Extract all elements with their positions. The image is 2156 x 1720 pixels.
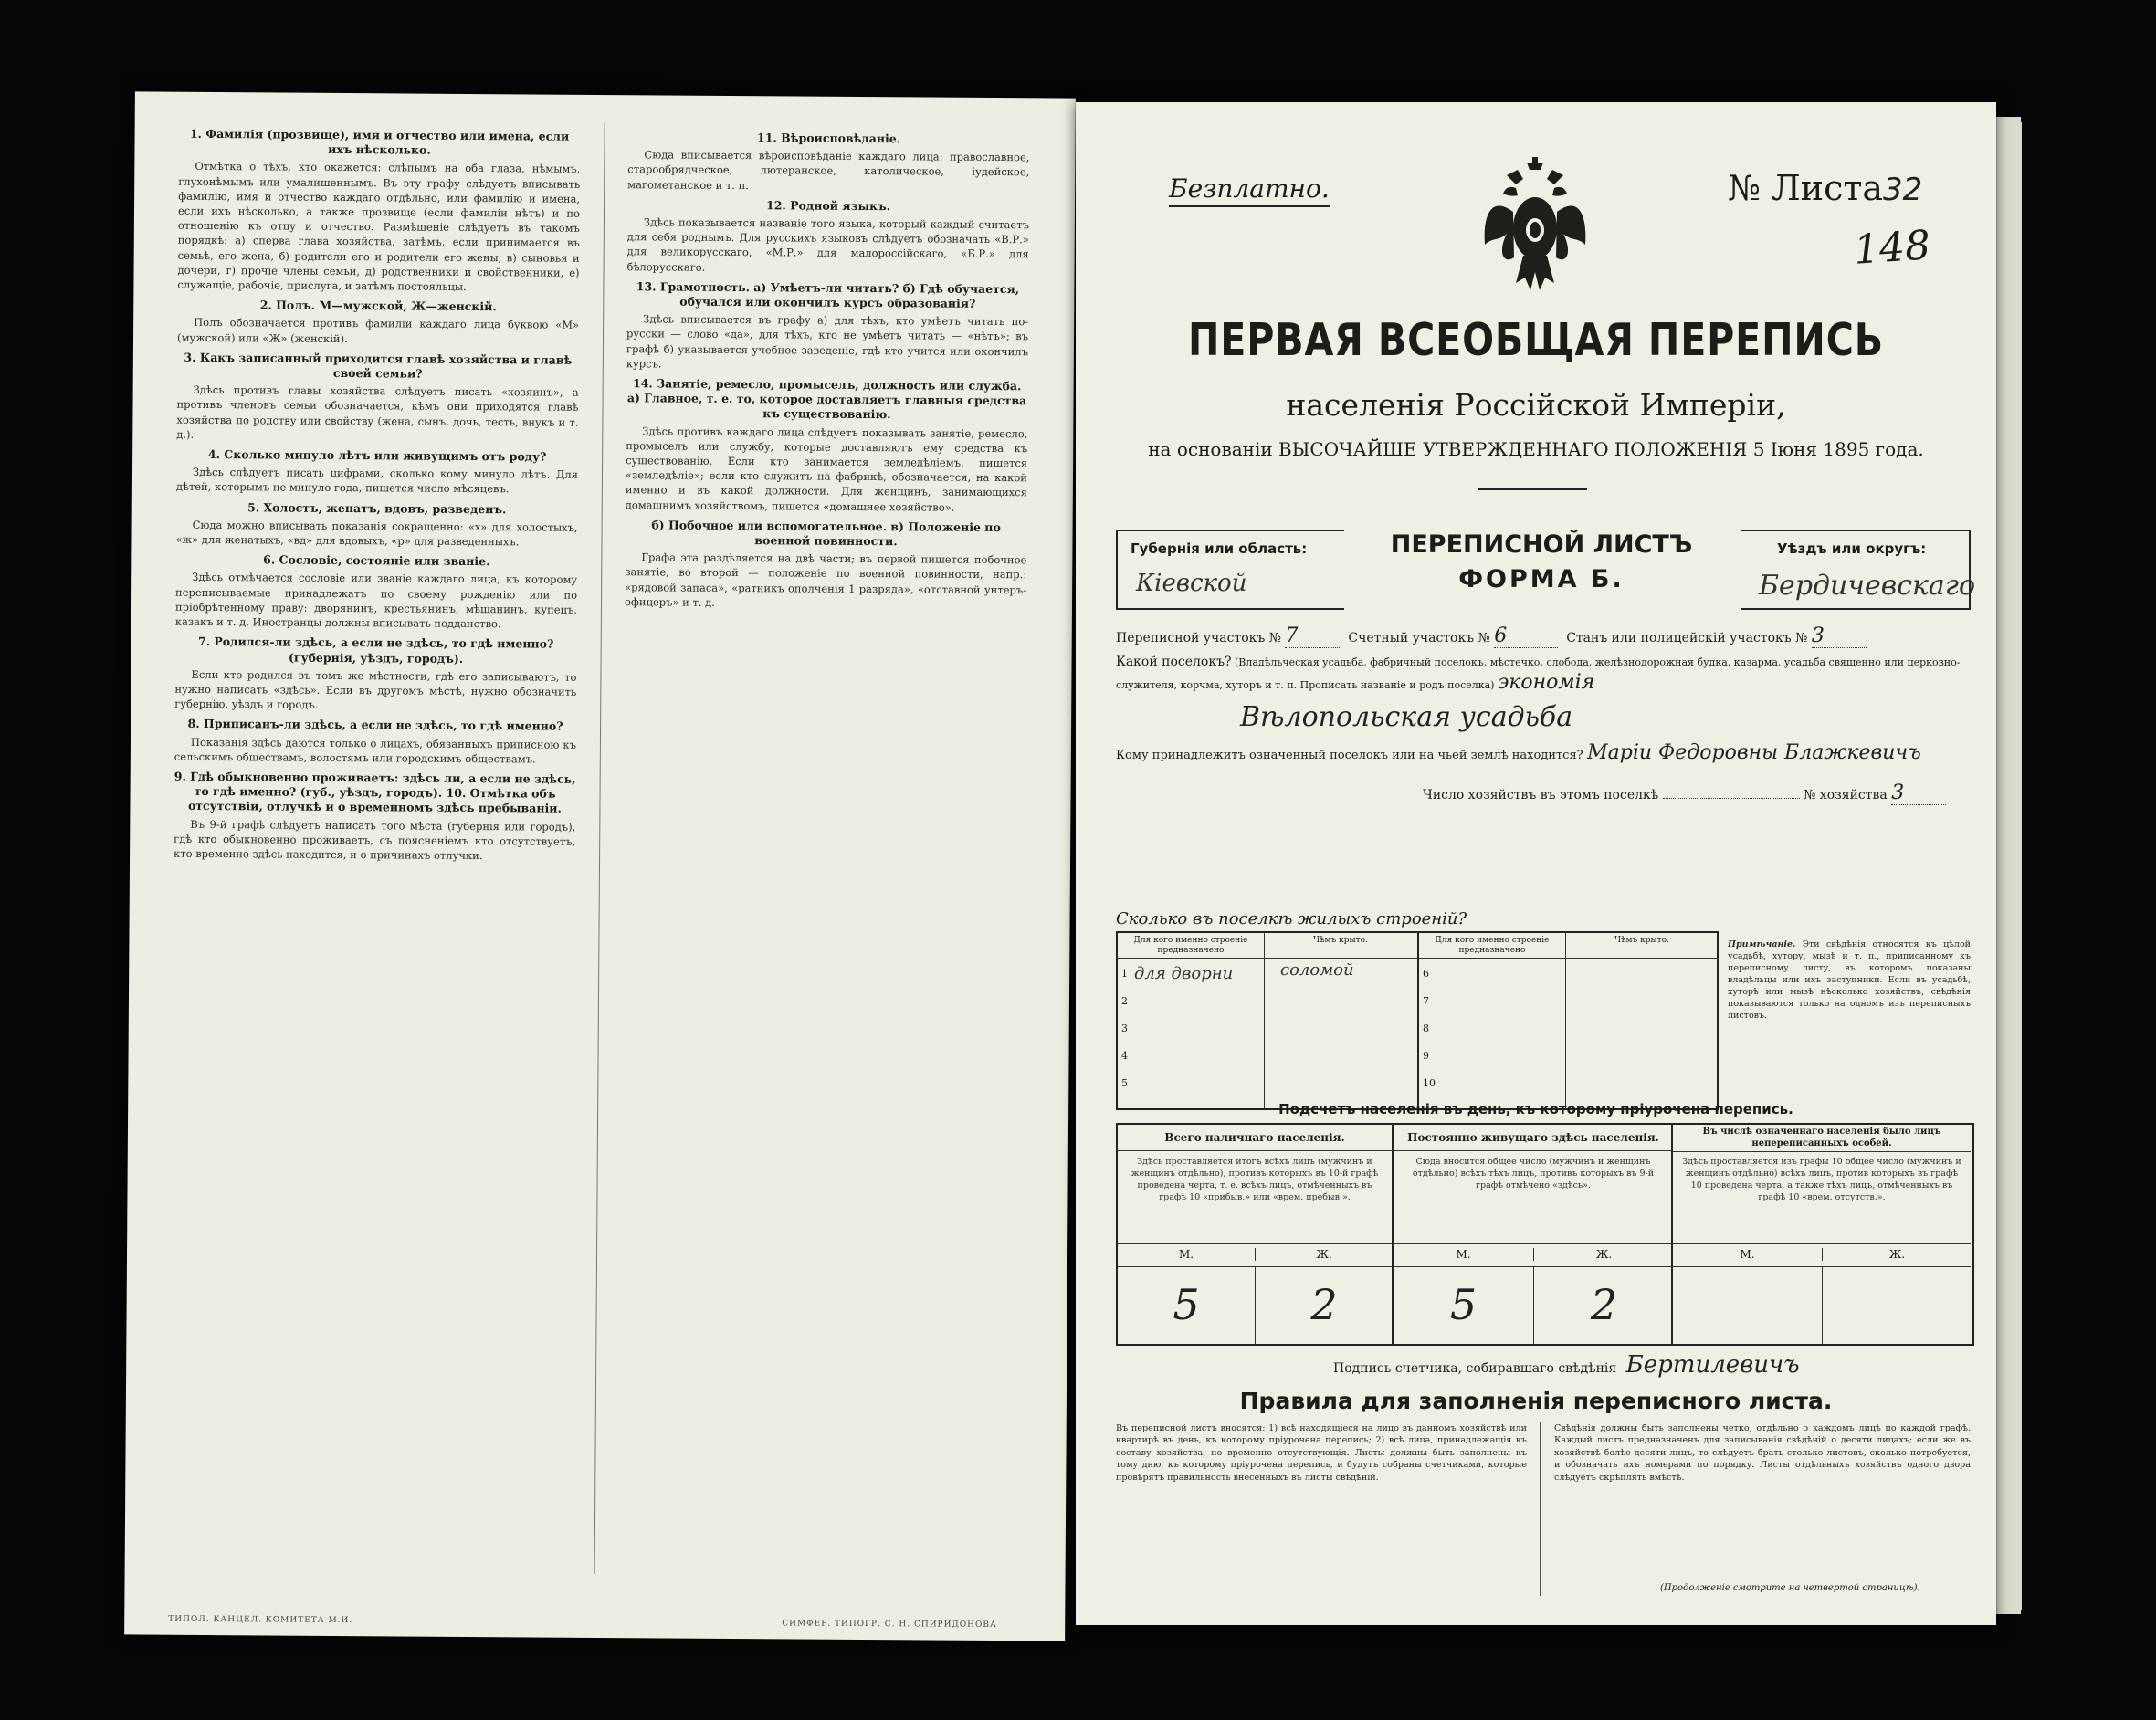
count-district-label: Счетный участокъ № (1348, 631, 1490, 645)
instruction-heading: 11. Вѣроисповѣданіе. (757, 131, 901, 146)
buildings-row-number: 9 (1423, 1050, 1429, 1062)
population-values (1118, 1267, 1392, 1344)
sheet-number-value: 32 (1883, 172, 1923, 208)
form-title-text: ПЕРЕПИСНОЙ ЛИСТЪ (1390, 530, 1693, 559)
buildings-table (1116, 931, 1719, 1110)
male-count: 5 (1449, 1280, 1478, 1329)
census-district-value: 7 (1285, 624, 1340, 648)
instruction-text: Здѣсь противъ каждаго лица слѣдуетъ показывать занятіе, ремесло, промыселъ или службу, которые доставляютъ ему средства къ существованію. Если кто занимается земледѣліемъ, пишется «земледѣліе»; если кто служитъ на фабрикѣ, обозначается, на какой именно и въ какой должности. Для женщинъ, занимающихся домашнимъ хозяйствомъ, пишется «домашнее хозяйство». (625, 424, 1028, 514)
mf-header (1118, 1243, 1392, 1267)
population-col-desc: Сюда вносится общее число (мужчинъ и женщинъ отдѣльно) всѣхъ тѣхъ лицъ, противъ которыхъ въ 9-й графѣ отмѣчено «здѣсь». (1412, 1157, 1655, 1190)
instruction-heading: 7. Родился-ли здѣсь, а если не здѣсь, то гдѣ именно? (губернія, уѣздъ, городъ). (197, 635, 554, 666)
population-table (1116, 1123, 1974, 1346)
male-count: 5 (1173, 1280, 1200, 1329)
page-stack (1996, 117, 2021, 1614)
sheet-number (1728, 168, 1922, 208)
note-title: Примѣчаніе. (1728, 939, 1796, 949)
uezd-label: Уѣздъ или округъ: (1777, 540, 1927, 557)
instruction-heading: б) Побочное или вспомогательное. в) Положеніе по военной повинности. (651, 518, 1001, 549)
mf-header (1394, 1243, 1673, 1267)
instruction-heading: 8. Приписанъ-ли здѣсь, а если не здѣсь, то гдѣ именно? (187, 717, 563, 734)
uezd-box (1741, 530, 1976, 610)
instruction-heading: 2. Полъ. М—мужской, Ж—женскій. (259, 298, 497, 314)
buildings-row-number: 7 (1423, 995, 1429, 1007)
sheet-number-label: № Листа (1728, 168, 1884, 208)
instruction-text: Сюда можно вписывать показанія сокращенно: «х» для холостыхъ, «ж» для женатыхъ, «вд» для вдовыхъ, «р» для разведенныхъ. (175, 518, 578, 549)
buildings-row-number: 5 (1121, 1077, 1128, 1089)
buildings-title: Сколько въ поселкѣ жилыхъ строеній? (1116, 909, 1467, 928)
printer-note-left: ТИПОЛ. КАНЦЕЛ. КОМИТЕТА М.И. (168, 1614, 353, 1626)
population-col-desc: Здѣсь проставляется итогъ всѣхъ лицъ (мужчинъ и женщинъ отдѣльно), противъ которыхъ въ 10-й графѣ проведена черта, т. е. всѣхъ лицъ, отмѣченныхъ въ графѣ 10 «прибыв.» или «врем. пребыв.». (1131, 1157, 1379, 1202)
instruction-text: Въ 9-й графѣ слѣдуетъ написать того мѣста (губернія или городъ), гдѣ кто обыкновенно проживаетъ, съ поясненіемъ кто отсутствуетъ, кто временно здѣсь находится, и о причинахъ отлучки. (174, 817, 576, 863)
population-col-title: Постоянно живущаго здѣсь населенія. (1394, 1125, 1673, 1151)
count-district-value: 6 (1494, 624, 1558, 648)
instruction-text: Здѣсь вписывается въ графу а) для тѣхъ, кто умѣетъ читать по-русски — слово «да», для тѣхъ, кто не умѣетъ читать — «нѣтъ»; въ графѣ б) указывается учебное заведеніе, гдѣ кто учится или окончилъ курсъ. (626, 312, 1029, 371)
instruction-text: Здѣсь показывается названіе того языка, который каждый считаетъ для себя роднымъ. Для русскихъ языковъ слѣдуетъ обозначать «В.Р.» для великорусскаго, «М.Р.» для малороссійскаго, «Б.Р.» для бѣлорусскаго. (626, 215, 1029, 274)
gubernia-value: Кіевской (1136, 570, 1247, 597)
rules-title: Правила для заполненія переписного листа. (1239, 1388, 1833, 1414)
printer-note-right: СИМФЕР. ТИПОГР. С. Н. СПИРИДОНОВА (782, 1619, 997, 1631)
population-col-resident (1392, 1125, 1673, 1344)
buildings-vline (1264, 933, 1265, 1108)
buildings-row-number: 2 (1121, 995, 1128, 1007)
title-rule (1478, 488, 1587, 490)
settlement-label: Какой поселокъ? (1116, 655, 1232, 669)
instruction-text: Показанія здѣсь даются только о лицахъ, обязанныхъ приписною къ сельскимъ обществамъ, волостямъ или городскимъ обществамъ. (174, 735, 576, 766)
owner-value: Маріи Федоровны Блажкевичъ (1587, 741, 1921, 764)
stan-label: Станъ или полицейскій участокъ № (1566, 631, 1808, 645)
instruction-heading: 3. Какъ записанный приходится главѣ хозяйства и главѣ своей семьи? (184, 350, 573, 381)
instruction-text: Отмѣтка о тѣхъ, кто окажется: слѣпымъ на оба глаза, нѣмымъ, глухонѣмымъ или умалишеннымъ. Въ эту графу слѣдуетъ вписывать фамилію, имя и отчество каждаго отдѣльно, или фамилію и имена, если ихъ нѣсколько, а также прозвище (если фамиліи нѣтъ) и по отношенію къ отцу и отчество. Размѣщеніе слѣдуетъ въ такомъ порядкѣ: а) сперва глава хозяйства, затѣмъ, если принимается въ семьѣ, его жена, б) родители его и родители его жены, в) сыновья и дочери, г) прочіе члены семьи, д) родственники и свойственники, е) служащіе, рабочіе, прислуга, и затѣмъ постояльцы. (177, 160, 581, 293)
buildings-col-purpose: Для кого именно строеніе предназначено (1419, 933, 1565, 959)
column-divider (594, 122, 605, 1574)
buildings-row-number: 4 (1121, 1050, 1128, 1062)
rules-divider (1540, 1422, 1541, 1596)
instruction-heading: 4. Сколько минуло лѣтъ или живущимъ отъ роду? (207, 447, 547, 464)
instructions-column-2 (625, 124, 1030, 615)
handwritten-number: 148 (1852, 222, 1932, 274)
note-text: Эти свѣдѣнія относятся къ цѣлой усадьбѣ, хутору, мызѣ и т. п., приписанному къ переписному листу, въ которомъ показаны владѣльцы или ихъ заступники. Если въ усадьбѣ, хуторѣ или мызѣ нѣсколько хозяйствъ, свѣдѣнія показываются только на одномъ изъ переписныхъ листовъ. (1728, 939, 1971, 1021)
instruction-text: Здѣсь слѣдуетъ писать цифрами, сколько кому минуло лѣтъ. Для дѣтей, которымъ не минуло года, пишется число мѣсяцевъ. (175, 466, 579, 496)
female-label: Ж. (1255, 1248, 1393, 1261)
instruction-heading: 14. Занятіе, ремесло, промыселъ, должность или служба. а) Главное, т. е. то, которое доставляетъ главныя средства къ существованію. (626, 376, 1027, 422)
instruction-heading: 5. Холостъ, женатъ, вдовъ, разведенъ. (247, 499, 507, 516)
settlement-row (1116, 652, 1965, 696)
owner-row (1116, 741, 1965, 764)
settlement-note: (Владѣльческая усадьба, фабричный поселокъ, мѣстечко, слобода, желѣзнодорожная будка, казарма, усадьба священно или церковно-служителя, корчма, хуторъ и т. п. Прописать названіе и родъ поселка) (1116, 656, 1961, 691)
building-1-use: для дворни (1134, 964, 1234, 983)
owner-label: Кому принадлежитъ означенный поселокъ или на чьей землѣ находится? (1116, 749, 1583, 762)
buildings-table-left (1118, 933, 1417, 1108)
female-label: Ж. (1822, 1248, 1972, 1261)
mf-header (1673, 1243, 1971, 1267)
female-count: 2 (1533, 1267, 1674, 1344)
buildings-row-number: 3 (1121, 1023, 1128, 1034)
male-label: М. (1740, 1248, 1755, 1261)
population-col-absent (1671, 1125, 1971, 1344)
signature-row (1333, 1351, 1800, 1379)
buildings-table-right (1417, 933, 1719, 1108)
settlement-value-1: экономія (1497, 671, 1595, 694)
female-count: 2 (1255, 1267, 1393, 1344)
rules-column-1: Въ переписной листъ вносятся: 1) всѣ находящіеся на лицо въ данномъ хозяйствѣ или квартирѣ въ день, къ которому пріурочена перепись; 2) всѣ лица, принадлежащія къ составу хозяйства, но временно отсутствующія. Листы должны быть заполнены къ тому дню, къ которому пріурочена перепись, и будутъ собраны счетчиками, которые провѣрятъ правильность внесенныхъ въ листы свѣдѣній. (1116, 1423, 1527, 1483)
form-title (1342, 528, 1741, 597)
buildings-row-number: 1 (1121, 968, 1128, 980)
buildings-row-number: 6 (1423, 968, 1429, 980)
instruction-heading: 1. Фамилія (прозвище), имя и отчество или имена, если ихъ нѣсколько. (189, 126, 570, 157)
instructions-column-1 (174, 121, 581, 867)
continuation-note: (Продолженіе смотрите на четвертой страницѣ). (1660, 1583, 1920, 1593)
buildings-col-roof: Чѣмъ крыто. (1264, 933, 1417, 959)
population-values (1394, 1267, 1673, 1344)
female-count (1822, 1267, 1972, 1344)
households-row (1423, 781, 1965, 805)
settlement-row-2 (1240, 701, 1965, 733)
left-page-instructions (124, 91, 1076, 1641)
census-basis: на основаніи ВЫСОЧАЙШЕ УТВЕРЖДЕННАГО ПОЛОЖЕНІЯ 5 Іюня 1895 года. (1148, 438, 1924, 460)
instruction-text: Если кто родился въ томъ же мѣстности, гдѣ его записываютъ, то нужно написать «здѣсь». Если въ другомъ мѣстѣ, нужно обозначить губернію, уѣздъ и городъ. (174, 667, 577, 711)
households-blank (1663, 798, 1800, 799)
instruction-heading: 13. Грамотность. а) Умѣетъ-ли читать? б) Гдѣ обучается, обучался или окончилъ курсъ образованія? (636, 279, 1020, 310)
district-row (1116, 624, 1965, 648)
gubernia-label: Губернія или область: (1131, 540, 1308, 557)
imperial-eagle-emblem-icon (1479, 157, 1591, 294)
settlement-value-2: Вѣлопольская усадьба (1240, 701, 1573, 733)
instruction-text: Полъ обозначается противъ фамиліи каждаго лица буквою «М» (мужской) или «Ж» (женскій). (176, 316, 580, 345)
building-1-roof: соломой (1280, 960, 1354, 980)
rules-column-2: Свѣдѣнія должны быть заполнены четко, отдѣльно о каждомъ лицѣ по каждой графѣ. Каждый листъ предназначенъ для записыванія свѣдѣній о десяти лицахъ; если же въ хозяйствѣ болѣе десяти лицъ, то слѣдуетъ брать столько листовъ, сколько потребуется, и обозначать ихъ номерами по порядку. Листы отдѣльныхъ хозяйствъ одного двора слѣдуетъ скрѣплять вмѣстѣ. (1554, 1423, 1971, 1483)
population-values (1673, 1267, 1971, 1344)
instruction-text: Сюда вписывается вѣроисповѣданіе каждаго лица: православное, старообрядческое, лютеранское, католическое, іудейское, магометанское и т. п. (627, 148, 1030, 192)
population-col-title: Въ числѣ означеннаго населенія было лицъ непереписанныхъ особей. (1673, 1125, 1971, 1152)
gubernia-box (1116, 530, 1344, 610)
male-label: М. (1456, 1248, 1471, 1261)
instruction-text: Здѣсь противъ главы хозяйства слѣдуетъ писать «хозяинъ», а противъ членовъ семьи обозначается, кѣмъ они приходятся главѣ хозяйства по родству или свойству (жена, сынъ, дочь, тесть, внукъ и т. д.). (176, 383, 579, 441)
buildings-col-purpose: Для кого именно строеніе предназначено (1118, 933, 1264, 959)
form-name: ФОРМА Б. (1458, 565, 1625, 593)
population-col-title: Всего наличнаго населенія. (1118, 1125, 1392, 1151)
signature-label: Подпись счетчика, собиравшаго свѣдѣнія (1333, 1361, 1617, 1376)
buildings-row-number: 8 (1423, 1023, 1429, 1034)
buildings-row-number: 10 (1423, 1077, 1436, 1089)
signature-value: Бертилевичъ (1625, 1351, 1800, 1379)
instruction-heading: 12. Родной языкъ. (766, 198, 891, 214)
buildings-note (1728, 939, 1971, 1022)
instruction-text: Графа эта раздѣляется на двѣ части; въ первой пишется побочное занятіе, во второй — положеніе по военной повинности, напр.: «рядовой запаса», «ратникъ ополченія 1 разряда», «отставной унтеръ-офицеръ» и т. д. (624, 551, 1027, 609)
population-col-present (1118, 1125, 1392, 1344)
household-no-label: № хозяйства (1804, 788, 1888, 802)
free-label: Безплатно. (1169, 173, 1330, 207)
population-title: Подсчетъ населенія въ день, къ которому пріурочена перепись. (1278, 1101, 1793, 1117)
male-label: М. (1178, 1248, 1194, 1261)
population-col-desc: Здѣсь проставляется изъ графы 10 общее число (мужчинъ и женщинъ отдѣльно) всѣхъ лицъ, против которыхъ въ графѣ 10 проведена черта, а также тѣхъ лицъ, отмѣченныхъ въ графѣ 10 «врем. отсутств.». (1682, 1157, 1961, 1202)
buildings-col-roof: Чѣмъ крыто. (1565, 933, 1719, 959)
census-title: ПЕРВАЯ ВСЕОБЩАЯ ПЕРЕПИСЬ (1188, 314, 1884, 366)
female-label: Ж. (1533, 1248, 1674, 1261)
uezd-value: Бердичевскаго (1759, 570, 1976, 602)
right-page-census-form (1076, 102, 1996, 1625)
households-label: Число хозяйствъ въ этомъ поселкѣ (1423, 788, 1659, 802)
household-no-value: 3 (1891, 781, 1946, 805)
instruction-heading: 9. Гдѣ обыкновенно проживаетъ: здѣсь ли, а если не здѣсь, то гдѣ именно? (губ., уѣздъ, городъ). 10. Отмѣтка объ отсутствіи, отлучкѣ и о временномъ здѣсь пребываніи. (174, 769, 576, 816)
instruction-text: Здѣсь отмѣчается сословіе или званіе каждаго лица, къ которому переписываемые принадлежатъ по своему рожденію или по пріобрѣтенному праву: дворянинъ, крестьянинъ, мѣщанинъ, купецъ, казакъ и т. д. Иностранцы должны вписывать подданство. (174, 571, 578, 631)
census-district-label: Переписной участокъ № (1116, 631, 1281, 645)
stan-value: 3 (1812, 624, 1867, 648)
census-subtitle: населенія Россійской Имперіи, (1286, 387, 1786, 423)
instruction-heading: 6. Сословіе, состояніе или званіе. (263, 552, 490, 569)
buildings-vline (1565, 933, 1566, 1108)
